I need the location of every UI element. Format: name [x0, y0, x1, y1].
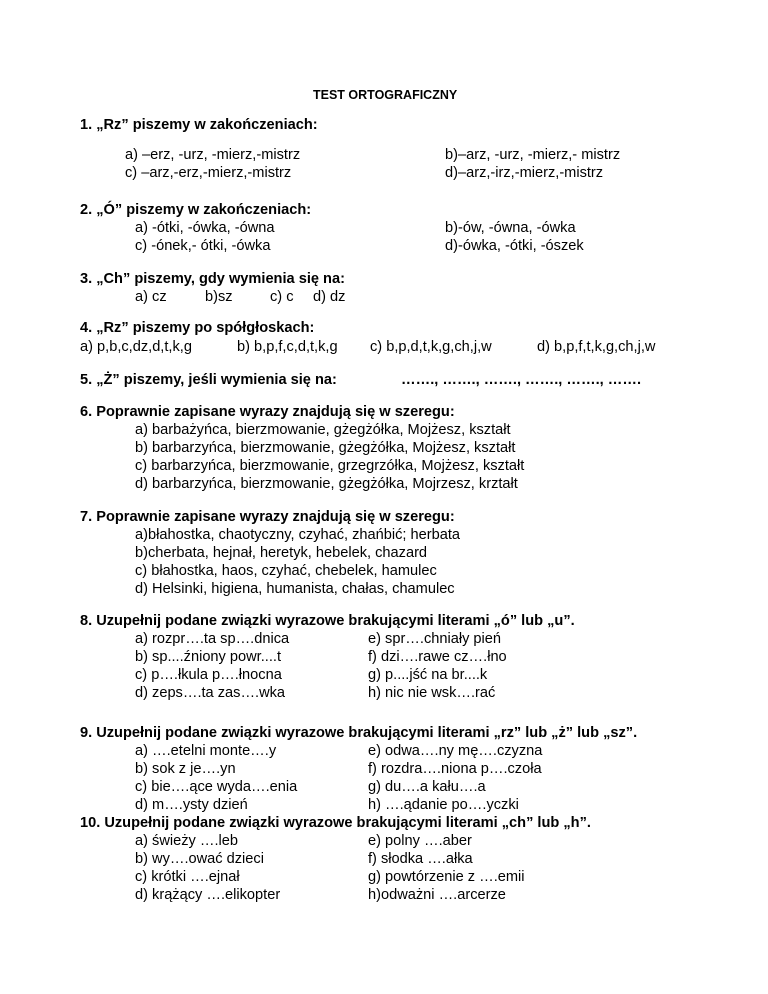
- q9-item-g: g) du….a kału….a: [368, 779, 486, 795]
- page-title: TEST ORTOGRAFICZNY: [313, 88, 458, 102]
- q8-item-a: a) rozpr….ta sp….dnica: [135, 631, 290, 647]
- q7-question: 7. Poprawnie zapisane wyrazy znajdują się w szeregu:: [80, 509, 455, 525]
- q3-option-d: d) dz: [313, 289, 346, 305]
- q9-item-h: h) ….ądanie po….yczki: [368, 797, 519, 813]
- q10-item-e: e) polny ….aber: [368, 833, 472, 849]
- q1-option-b: b)–arz, -urz, -mierz,- mistrz: [445, 147, 621, 163]
- q6-option-a: a) barbażyńca, bierzmowanie, gżegżółka, Mojżesz, kształt: [135, 422, 511, 438]
- q2-option-c: c) -ónek,- ótki, -ówka: [135, 238, 271, 254]
- q7-option-b: b)cherbata, hejnał, heretyk, hebelek, chazard: [135, 545, 428, 561]
- q10-item-b: b) wy….ować dzieci: [135, 851, 264, 867]
- q7-option-c: c) błahostka, haos, czyhać, chebelek, hamulec: [135, 563, 437, 579]
- q4-option-c: c) b,p,d,t,k,g,ch,j,w: [370, 339, 492, 355]
- q10-item-d: d) krążący ….elikopter: [135, 887, 281, 903]
- q8-item-e: e) spr….chniały pień: [368, 631, 502, 647]
- q10-item-g: g) powtórzenie z ….emii: [368, 869, 525, 885]
- q8-item-h: h) nic nie wsk….rać: [368, 685, 496, 701]
- q7-option-a: a)błahostka, chaotyczny, czyhać, zhańbić; herbata: [135, 527, 461, 543]
- q9-item-b: b) sok z je….yn: [135, 761, 236, 777]
- q3-option-b: b)sz: [205, 289, 233, 305]
- q10-item-h: h)odważni ….arcerze: [368, 887, 506, 903]
- q2-option-a: a) -ótki, -ówka, -ówna: [135, 220, 275, 236]
- q1-question: 1. „Rz” piszemy w zakończeniach:: [80, 117, 318, 133]
- q6-option-b: b) barbarzyńca, bierzmowanie, gżegżółka, Mojżesz, kształt: [135, 440, 516, 456]
- q5-question: 5. „Ż” piszemy, jeśli wymienia się na:: [80, 372, 337, 388]
- q3-question: 3. „Ch” piszemy, gdy wymienia się na:: [80, 271, 345, 287]
- q9-question: 9. Uzupełnij podane związki wyrazowe brakującymi literami „rz” lub „ż” lub „sz”.: [80, 725, 638, 741]
- q6-option-d: d) barbarzyńca, bierzmowanie, gżegżółka, Mojrzesz, krztałt: [135, 476, 518, 492]
- q6-question: 6. Poprawnie zapisane wyrazy znajdują się w szeregu:: [80, 404, 455, 420]
- q9-item-c: c) bie….ące wyda….enia: [135, 779, 298, 795]
- q10-item-a: a) świeży ….leb: [135, 833, 238, 849]
- q3-option-c: c) c: [270, 289, 294, 305]
- q10-item-f: f) słodka ….ałka: [368, 851, 473, 867]
- q8-item-c: c) p….łkula p….łnocna: [135, 667, 282, 683]
- q2-option-d: d)-ówka, -ótki, -ószek: [445, 238, 584, 254]
- q2-option-b: b)-ów, -ówna, -ówka: [445, 220, 576, 236]
- q7-option-d: d) Helsinki, higiena, humanista, chałas, chamulec: [135, 581, 455, 597]
- q8-item-b: b) sp....źniony powr....t: [135, 649, 282, 665]
- q4-option-a: a) p,b,c,dz,d,t,k,g: [80, 339, 192, 355]
- q8-item-g: g) p....jść na br....k: [368, 667, 488, 683]
- q1-option-a: a) –erz, -urz, -mierz,-mistrz: [125, 147, 301, 163]
- q2-question: 2. „Ó” piszemy w zakończeniach:: [80, 202, 312, 218]
- q8-item-f: f) dzi….rawe cz….łno: [368, 649, 507, 665]
- q1-option-c: c) –arz,-erz,-mierz,-mistrz: [125, 165, 292, 181]
- q8-question: 8. Uzupełnij podane związki wyrazowe brakującymi literami „ó” lub „u”.: [80, 613, 575, 629]
- q4-option-b: b) b,p,f,c,d,t,k,g: [237, 339, 338, 355]
- q4-option-d: d) b,p,f,t,k,g,ch,j,w: [537, 339, 656, 355]
- q3-option-a: a) cz: [135, 289, 167, 305]
- q6-option-c: c) barbarzyńca, bierzmowanie, grzegrzółka, Mojżesz, kształt: [135, 458, 525, 474]
- q9-item-f: f) rozdra….niona p….czoła: [368, 761, 542, 777]
- q5-blanks: ……., ……., ……., ……., ……., …….: [401, 372, 641, 388]
- q1-option-d: d)–arz,-irz,-mierz,-mistrz: [445, 165, 604, 181]
- q10-item-c: c) krótki ….ejnał: [135, 869, 240, 885]
- q4-question: 4. „Rz” piszemy po spółgłoskach:: [80, 320, 315, 336]
- q9-item-e: e) odwa….ny mę….czyzna: [368, 743, 543, 759]
- q8-item-d: d) zeps….ta zas….wka: [135, 685, 286, 701]
- q10-question: 10. Uzupełnij podane związki wyrazowe brakującymi literami „ch” lub „h”.: [80, 815, 591, 831]
- q9-item-a: a) ….etelni monte….y: [135, 743, 277, 759]
- q9-item-d: d) m….ysty dzień: [135, 797, 248, 813]
